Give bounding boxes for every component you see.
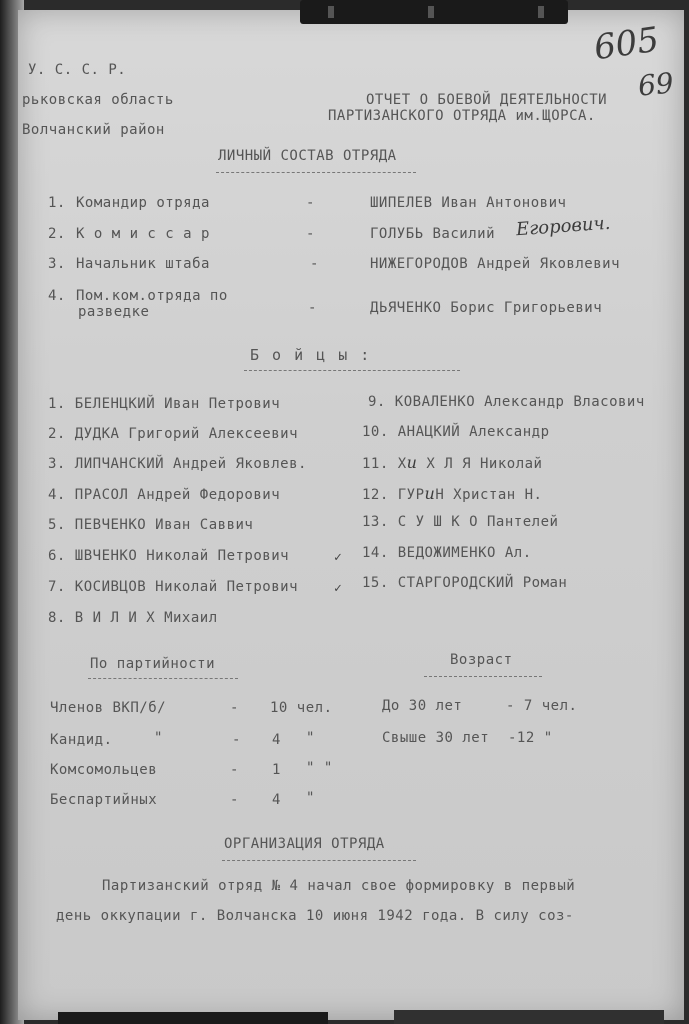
fighter-left: 4. ПРАСОЛ Андрей Федорович: [48, 487, 281, 503]
age-row-label: До 30 лет: [382, 698, 463, 714]
staff-row-role: К о м и с с а р: [76, 226, 210, 242]
staff-row-name: ГОЛУБЬ Василий: [370, 226, 496, 242]
party-row-value: 4: [272, 792, 281, 808]
handwritten-correction: и: [406, 453, 418, 472]
party-row-label: Кандид.: [50, 732, 113, 748]
staff-row-num: 1.: [48, 195, 66, 211]
fighter-right-prefix: 11. Х: [362, 456, 407, 472]
party-row-value: 10 чел.: [270, 700, 333, 716]
fighter-right: 14. ВЕДОЖИМЕНКО Ал.: [362, 545, 532, 561]
staff-row-dash: -: [306, 226, 315, 242]
party-heading: По партийности: [90, 656, 216, 672]
organization-paragraph-line2: день оккупации г. Волчанска 10 июня 1942 года. В силу соз-: [56, 908, 574, 924]
fighter-right: 10. АНАЦКИЙ Александр: [362, 424, 550, 440]
staff-row-dash: -: [310, 256, 319, 272]
fighters-heading-underline: [244, 370, 460, 372]
fighter-left: 5. ПЕВЧЕНКО Иван Саввич: [48, 517, 254, 533]
document-title-line2: ПАРТИЗАНСКОГО ОТРЯДА им.ЩОРСА.: [328, 108, 596, 124]
check-mark-icon: ✓: [334, 550, 342, 565]
party-row-dash: -: [230, 792, 239, 808]
fighter-right: 15. СТАРГОРОДСКИЙ Роман: [362, 575, 568, 591]
fighter-right: 13. С У Ш К О Пантелей: [362, 514, 559, 530]
fighter-right: [362, 453, 542, 472]
staff-row-name: ШИПЕЛЕВ Иван Антонович: [370, 195, 567, 211]
party-row-dash: -: [230, 762, 239, 778]
binder-clip-top: [300, 0, 568, 24]
document-page: [18, 10, 684, 1020]
fighters-heading: Б о й ц ы :: [250, 346, 372, 364]
party-row-value: 1: [272, 762, 281, 778]
staff-row-role: Начальник штаба: [76, 256, 210, 272]
fighter-right: 9. КОВАЛЕНКО Александр Власович: [368, 394, 645, 410]
age-row-value: - 7 чел.: [506, 698, 578, 714]
party-row-ditto: ": [154, 730, 163, 746]
header-region: рьковская область: [22, 92, 174, 108]
handwritten-page-number-2: 69: [636, 66, 676, 103]
party-row-dash: -: [230, 700, 239, 716]
check-mark-icon: ✓: [334, 581, 342, 596]
age-row-label: Свыше 30 лет: [382, 730, 490, 746]
fighter-right-prefix: 12. ГУР: [362, 487, 425, 503]
binder-clip-bottom: [58, 1012, 328, 1024]
staff-heading: ЛИЧНЫЙ СОСТАВ ОТРЯДА: [218, 148, 397, 164]
fighter-left: 1. БЕЛЕНЦКИЙ Иван Петрович: [48, 396, 281, 412]
fighter-left: 8. В И Л И Х Михаил: [48, 610, 218, 626]
clip-rivet: [538, 6, 544, 18]
age-heading-underline: [424, 676, 542, 678]
header-district: Волчанский район: [22, 122, 165, 138]
header-country: У. С. С. Р.: [28, 62, 127, 78]
party-row-unit: ": [306, 790, 315, 806]
party-row-label: Комсомольцев: [50, 762, 158, 778]
staff-row-name: НИЖЕГОРОДОВ Андрей Яковлевич: [370, 256, 621, 272]
age-heading: Возраст: [450, 652, 513, 668]
organization-paragraph-line1: Партизанский отряд № 4 начал свое формировку в первый: [102, 878, 576, 894]
staff-row-role: Пом.ком.отряда по: [76, 288, 228, 304]
document-title-line1: ОТЧЕТ О БОЕВОЙ ДЕЯТЕЛЬНОСТИ: [366, 92, 608, 108]
staff-row-role-cont: разведке: [78, 304, 150, 320]
fighter-right-rest: Х Л Я Николай: [426, 456, 543, 472]
handwritten-page-number: 605: [591, 19, 662, 69]
clip-rivet: [328, 6, 334, 18]
age-row-value: -12 ": [508, 730, 553, 746]
organization-heading-underline: [222, 860, 416, 862]
fighter-left: 3. ЛИПЧАНСКИЙ Андрей Яковлев.: [48, 456, 307, 472]
party-row-dash: -: [232, 732, 241, 748]
staff-row-dash: -: [306, 195, 315, 211]
clip-rivet: [428, 6, 434, 18]
organization-heading: ОРГАНИЗАЦИЯ ОТРЯДА: [224, 836, 385, 852]
party-row-label: Беспартийных: [50, 792, 158, 808]
party-row-unit: " ": [306, 760, 333, 776]
party-heading-underline: [88, 678, 238, 680]
staff-row-role: Командир отряда: [76, 195, 210, 211]
page-bottom-shadow: [394, 1010, 664, 1024]
fighter-left: 6. ШВЧЕНКО Николай Петрович: [48, 548, 290, 564]
staff-heading-underline: [216, 172, 416, 174]
fighter-right-rest: Н Христан Н.: [435, 487, 543, 503]
fighter-left: 7. КОСИВЦОВ Николай Петрович: [48, 579, 299, 595]
staff-row-dash: -: [308, 300, 317, 316]
staff-row-num: 3.: [48, 256, 66, 272]
handwritten-correction: и: [424, 484, 436, 503]
handwritten-patronymic: Егорович.: [515, 212, 612, 241]
staff-row-num: 4.: [48, 288, 66, 304]
fighter-right: [362, 484, 542, 503]
party-row-unit: ": [306, 730, 315, 746]
staff-row-name: ДЬЯЧЕНКО Борис Григорьевич: [370, 300, 603, 316]
staff-row-num: 2.: [48, 226, 66, 242]
party-row-label: Членов ВКП/б/: [50, 700, 167, 716]
fighter-left: 2. ДУДКА Григорий Алексеевич: [48, 426, 299, 442]
party-row-value: 4: [272, 732, 281, 748]
